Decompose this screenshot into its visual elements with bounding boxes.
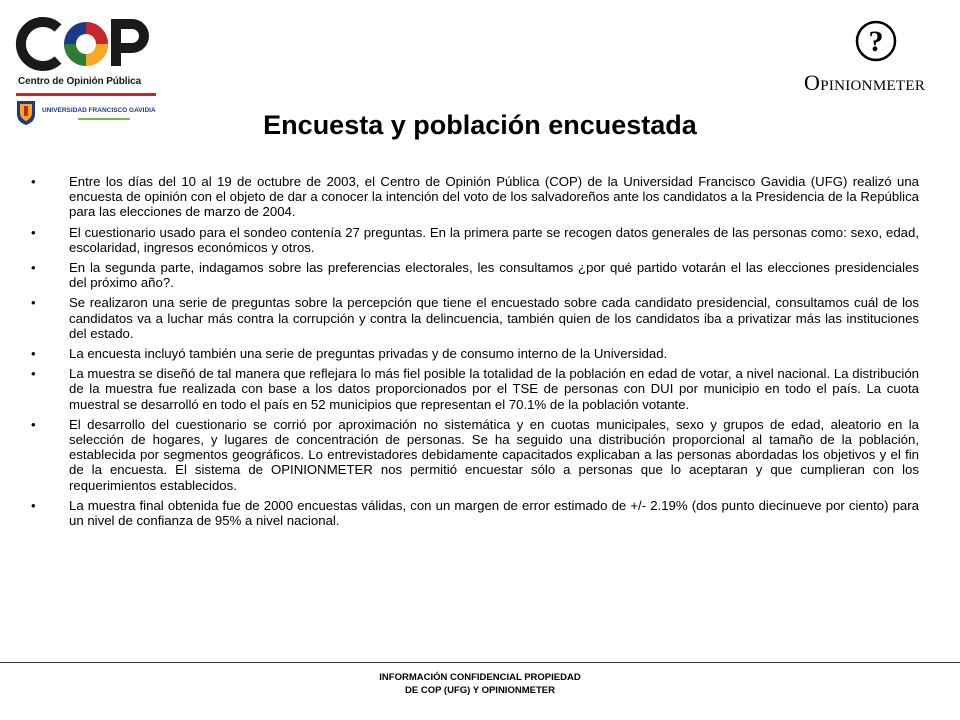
bullet-text: En la segunda parte, indagamos sobre las preferencias electorales, les consultamos ¿por qué partido votarán el las elecciones presidenciales del próximo año?.: [69, 260, 919, 291]
bullet-item: [31, 260, 919, 290]
opinionmeter-logo: [800, 20, 958, 100]
bullet-item: [31, 174, 919, 220]
bullet-marker: •: [31, 366, 36, 382]
bullet-item: [31, 417, 919, 493]
bullet-text: La encuesta incluyó también una serie de preguntas privadas y de consumo interno de la Universidad.: [69, 346, 668, 362]
bullet-item: [31, 366, 919, 412]
bullet-text: El desarrollo del cuestionario se corrió por aproximación no sistemática y en cuotas municipales, sexo y grupos de edad, aleatorio en la selección de hogares, y lugares de concentración de personas. Se ha seguido una distribución proporcional al tamaño de la población, establecida por segmentos geográficos. Lo entrevistadores debidamente capacitados explicaban a las personas abordadas los objetivos y el fin de la encuesta. El sistema de OPINIONMETER nos permitió encuestar sólo a personas que lo aceptaran y que cumplieran con los requerimientos establecidos.: [69, 416, 919, 493]
ufg-name: UNIVERSIDAD FRANCISCO GAVIDIA: [42, 107, 156, 114]
footer-line-1: INFORMACIÓN CONFIDENCIAL PROPIEDAD: [379, 672, 581, 683]
bullet-item: [31, 498, 919, 528]
cop-wordmark: [14, 14, 154, 74]
bullet-text: Entre los días del 10 al 19 de octubre de 2003, el Centro de Opinión Pública (COP) de la Universidad Francisco Gavidia (UFG) realizó una encuesta de opinión con el objeto de dar a conocer la intención del voto de los salvadoreños ante los candidatos a la Presidencia de la República para las elecciones de marzo de 2004.: [69, 174, 919, 220]
bullet-marker: •: [31, 260, 36, 276]
opinionmeter-symbol: ?: [868, 25, 884, 58]
bullet-marker: •: [31, 174, 36, 189]
opinionmeter-question-icon: [855, 20, 897, 62]
cop-subtitle: Centro de Opinión Pública: [18, 76, 142, 87]
opinionmeter-name: Opinionmeter: [804, 70, 926, 95]
bullet-marker: •: [31, 346, 36, 362]
bullet-marker: •: [31, 295, 36, 311]
bullet-item: [31, 225, 919, 255]
bullet-marker: •: [31, 416, 36, 432]
bullet-marker: •: [31, 224, 36, 240]
cop-divider: [16, 93, 156, 96]
bullet-list: [31, 174, 919, 533]
bullet-marker: •: [31, 497, 36, 513]
page-title: Encuesta y población encuestada: [263, 110, 697, 140]
bullet-text: La muestra se diseñó de tal manera que reflejara lo más fiel posible la totalidad de la población en edad de votar, a nivel nacional. La distribución de la muestra fue realizada con base a los datos proporcionados por el TSE de personas con DUI por municipio en todo el país. La cuota muestral se desarrolló en todo el país en 52 municipios que representan el 70.1% de la población votante.: [69, 366, 919, 412]
footer-divider: [0, 662, 960, 663]
footer-notice: [0, 671, 960, 697]
bullet-text: El cuestionario usado para el sondeo contenía 27 preguntas. En la primera parte se recogen datos generales de las personas como: sexo, edad, escolaridad, ingresos económicos y otros.: [69, 224, 919, 255]
bullet-text: La muestra final obtenida fue de 2000 encuestas válidas, con un margen de error estimado de +/- 2.19% (dos punto diecinueve por ciento) para un nivel de confianza de 95% a nivel nacional.: [69, 497, 919, 529]
bullet-item: [31, 346, 919, 361]
bullet-text: Se realizaron una serie de preguntas sobre la percepción que tiene el encuestado sobre cada candidato presidencial, consultamos cuál de los candidatos va a luchar más contra la corrupción y contra la delincuencia, también quien de los candidatos iba a privatizar más las instituciones del estado.: [69, 295, 919, 341]
bullet-item: [31, 295, 919, 341]
footer-line-2: DE COP (UFG) Y OPINIONMETER: [405, 685, 555, 696]
